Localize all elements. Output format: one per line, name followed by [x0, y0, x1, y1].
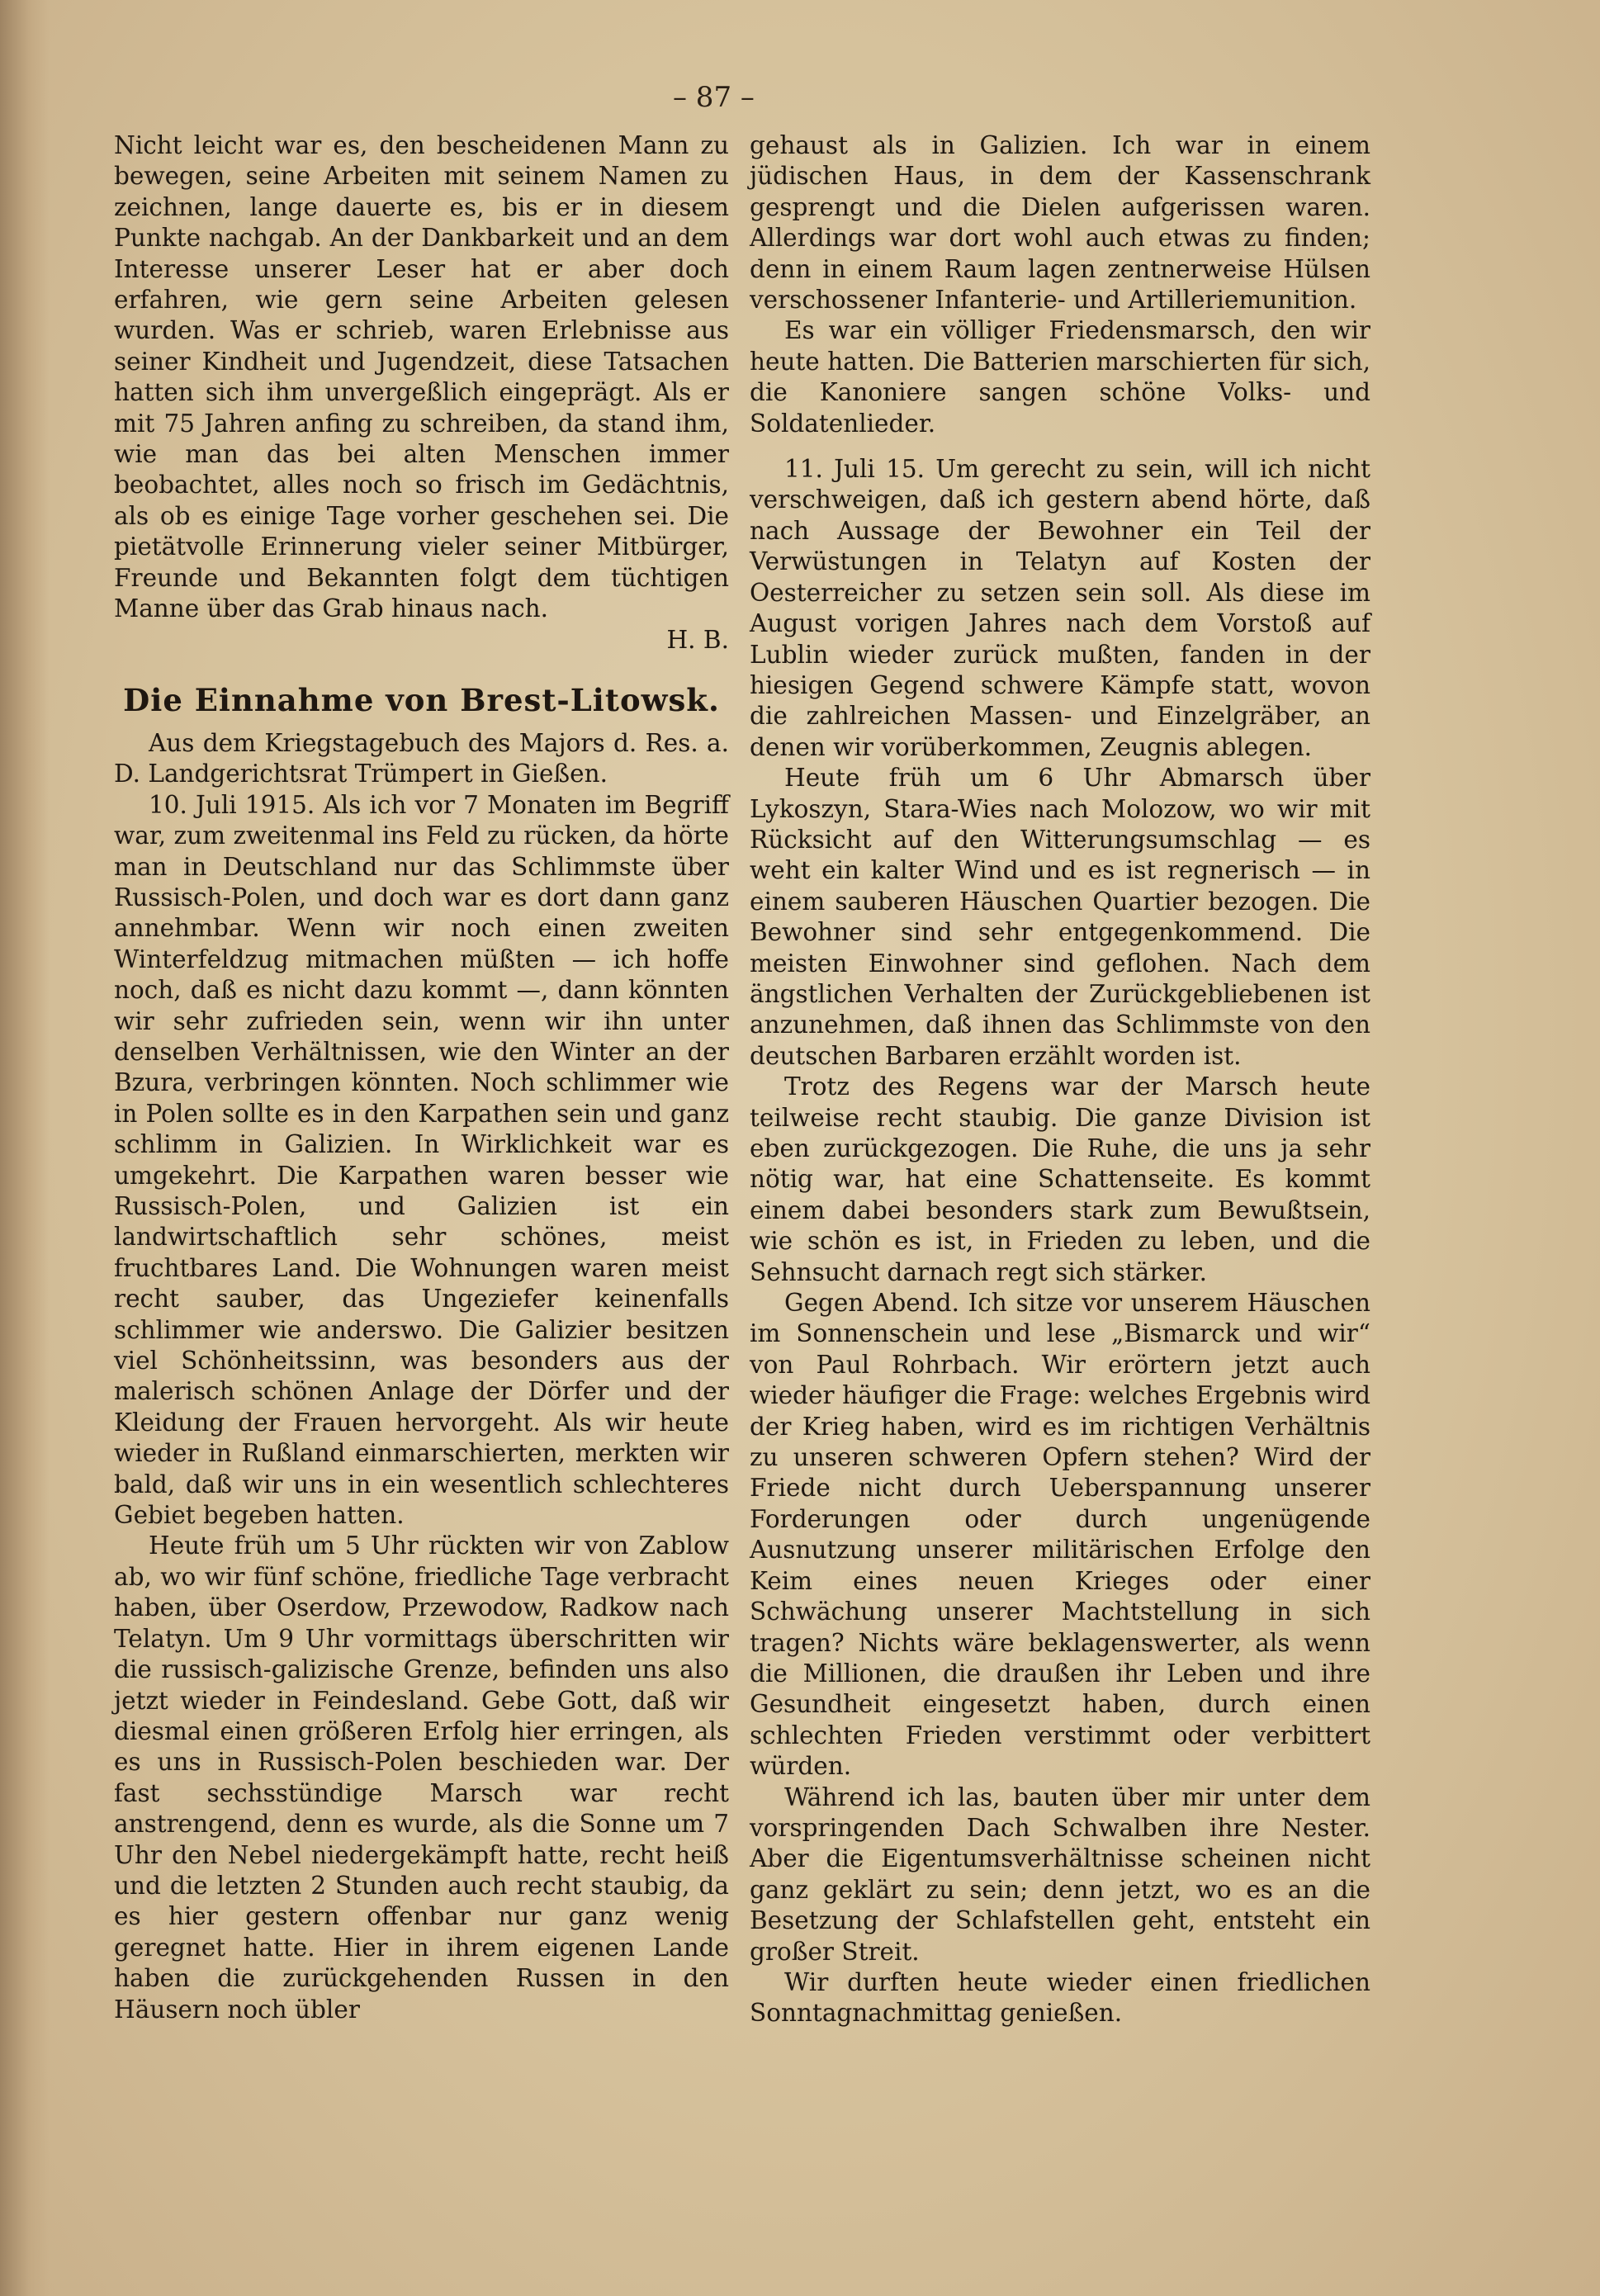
diary-paragraph-2: Heute früh um 5 Uhr rückten wir von Zablow ab, wo wir fünf schöne, friedliche Tage verbracht haben, über Oserdow, Przewodow, Radkow nach Telatyn. Um 9 Uhr vormittags überschritten wir die russisch-galizische Grenze, befinden uns also jetzt wieder in Feindesland. Gebe Gott, daß wir diesmal einen größeren Erfolg hier erringen, als es uns in Russisch-Polen beschieden war. Der fast sechsstündige Marsch war recht anstrengend, denn es wurde, als die Sonne um 7 Uhr den Nebel niedergekämpft hatte, recht heiß und die letzten 2 Stunden auch recht staubig, da es hier gestern offenbar nur ganz wenig geregnet hatte. Hier in ihrem eigenen Lande haben die zurückgehenden Russen in den Häusern noch übler [114, 1531, 729, 2024]
obituary-text: Nicht leicht war es, den bescheidenen Mann zu bewegen, seine Arbeiten mit seinem Namen zu zeichnen, lange dauerte es, bis er in diesem Punkte nachgab. An der Dankbarkeit und an dem Interesse unserer Leser hat er aber doch erfahren, wie gern seine Arbeiten gelesen wurden. Was er schrieb, waren Erlebnisse aus seiner Kindheit und Jugendzeit, diese Tatsachen hatten sich ihm unvergeßlich eingeprägt. Als er mit 75 Jahren anfing zu schreiben, da stand ihm, wie man das bei alten Menschen immer beobachtet, alles noch so frisch im Gedächtnis, als ob es einige Tage vorher geschehen sei. Die pietätvolle Erinnerung vieler seiner Mitbürger, Freunde und Bekannten folgt dem tüchtigen Manne über das Grab hinaus nach. [114, 131, 729, 623]
diary-paragraph-6: Trotz des Regens war der Marsch heute teilweise recht staubig. Die ganze Division ist eben zurückgezogen. Die Ruhe, die uns ja sehr nötig war, hat eine Schattenseite. Es kommt einem dabei besonders stark zum Bewußtsein, wie schön es ist, in Frieden zu leben, und die Sehnsucht darnach regt sich stärker. [750, 1072, 1370, 1286]
diary-paragraph-4: 11. Juli 15. Um gerecht zu sein, will ich nicht verschweigen, daß ich gestern abend hörte, daß nach Aussage der Bewohner ein Teil der Verwüstungen in Telatyn auf Kosten der Oesterreicher zu setzen sein soll. Als diese im August vorigen Jahres nach dem Vorstoß auf Lublin wieder zurück mußten, fanden in der hiesigen Gegend schwere Kämpfe statt, wovon die zahlreichen Massen- und Einzelgräber, an denen wir vorüberkommen, Zeugnis ablegen. [750, 455, 1370, 761]
diary-paragraph-8: Während ich las, bauten über mir unter dem vorspringenden Dach Schwalben ihre Nester. Aber die Eigentumsverhältnisse scheinen nicht ganz geklärt zu sein; denn jetzt, wo es an die Besetzung der Schlafstellen geht, entsteht ein großer Streit. [750, 1782, 1370, 1966]
diary-paragraph-9: Wir durften heute wieder einen friedlichen Sonntagnachmittag genießen. [750, 1967, 1370, 2028]
page-number: – 87 – [673, 81, 755, 114]
left-column [114, 130, 729, 2025]
diary-paragraph-1: 10. Juli 1915. Als ich vor 7 Monaten im Begriff war, zum zweitenmal ins Feld zu rücken, da hörte man in Deutschland nur das Schlimmste über Russisch-Polen, und doch war es dort dann ganz annehmbar. Wenn wir noch einen zweiten Winterfeldzug mitmachen müßten — ich hoffe noch, daß es nicht dazu kommt —, dann könnten wir sehr zufrieden sein, wenn wir ihn unter denselben Verhältnissen, wie den Winter an der Bzura, verbringen könnten. Noch schlimmer wie in Polen sollte es in den Karpathen sein und ganz schlimm in Galizien. In Wirklichkeit war es umgekehrt. Die Karpathen waren besser wie Russisch-Polen, und Galizien ist ein landwirtschaftlich sehr schönes, meist fruchtbares Land. Die Wohnungen waren meist recht sauber, das Ungeziefer keinenfalls schlimmer wie anderswo. Die Galizier besitzen viel Schönheitssinn, was besonders aus der malerisch schönen Anlage der Dörfer und der Kleidung der Frauen hervorgeht. Als wir heute wieder in Rußland einmarschierten, merkten wir bald, daß wir uns in ein wesentlich schlechteres Gebiet begeben hatten. [114, 790, 729, 1530]
page-edge-shadow [0, 0, 50, 2296]
diary-paragraph-3: Es war ein völliger Friedensmarsch, den wir heute hatten. Die Batterien marschierten für sich, die Kanoniere sangen schöne Volks- und Soldatenlieder. [750, 316, 1370, 438]
article-title: Die Einnahme von Brest-Litowsk. [123, 681, 720, 718]
diary-paragraph-5: Heute früh um 6 Uhr Abmarsch über Lykoszyn, Stara-Wies nach Molozow, wo wir mit Rücksicht auf den Witterungsumschlag — es weht ein kalter Wind und es ist regnerisch — in einem sauberen Häuschen Quartier bezogen. Die Bewohner sind sehr entgegenkommend. Die meisten Einwohner sind geflohen. Nach dem ängstlichen Verhalten der Zurückgebliebenen ist anzunehmen, daß ihnen das Schlimmste von den deutschen Barbaren erzählt worden ist. [750, 764, 1370, 1070]
right-column [750, 130, 1370, 2029]
obituary-signature: H. B. [666, 625, 729, 654]
diary-paragraph-continued: gehaust als in Galizien. Ich war in einem jüdischen Haus, in dem der Kassenschrank gesprengt und die Dielen aufgerissen waren. Allerdings war dort wohl auch etwas zu finden; denn in einem Raum lagen zentnerweise Hülsen verschossener Infanterie- und Artilleriemunition. [750, 131, 1370, 315]
article-byline: Aus dem Kriegstagebuch des Majors d. Res. a. D. Landgerichtsrat Trümpert in Gießen. [114, 728, 729, 788]
diary-paragraph-7: Gegen Abend. Ich sitze vor unserem Häuschen im Sonnenschein und lese „Bismarck und wir“ von Paul Rohrbach. Wir erörtern jetzt auch wieder häufiger die Frage: welches Ergebnis wird der Krieg haben, wird es im richtigen Verhältnis zu unseren schweren Opfern stehen? Wird der Friede nicht durch Ueberspannung unserer Forderungen oder durch ungenügende Ausnutzung unserer militärischen Erfolge den Keim eines neuen Krieges oder einer Schwächung unserer Machtstellung in sich tragen? Nichts wäre beklagenswerter, als wenn die Millionen, die draußen ihr Leben und ihre Gesundheit eingesetzt haben, durch einen schlechten Frieden verstimmt oder verbittert würden. [750, 1289, 1370, 1781]
obituary-paragraph [114, 130, 729, 656]
